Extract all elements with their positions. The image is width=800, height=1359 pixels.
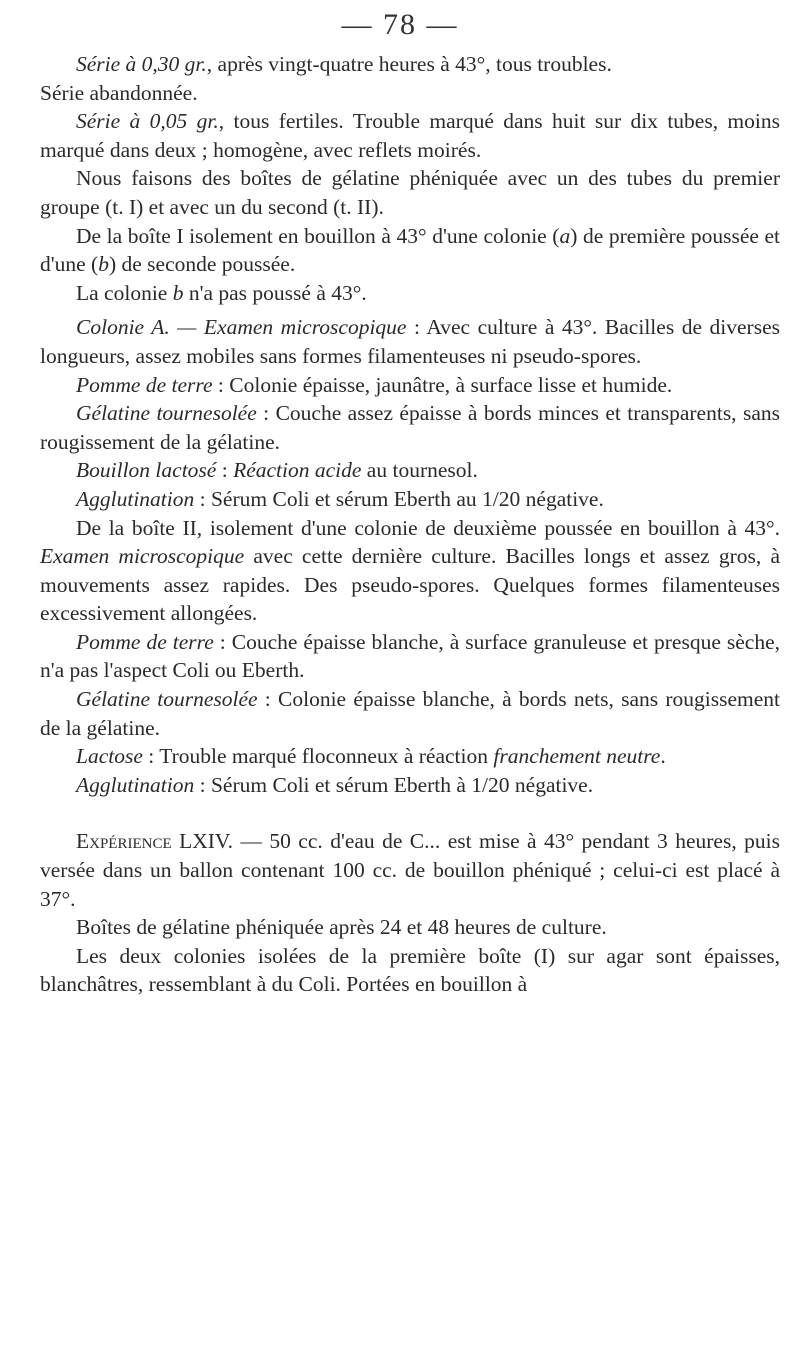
paragraph-deux-colonies: Les deux colonies isolées de la première boîte (I) sur agar sont épaisses, blanchâtres, ressemblant à du Coli. Portées en bouillon à (40, 943, 780, 997)
paragraph-colonie-a: Colonie A. — Examen microscopique : Avec culture à 43°. Bacilles de diverses longueurs, assez mobiles sans formes filamenteuses ni pseudo-spores. (40, 315, 780, 368)
paragraph-boite-ii: De la boîte II, isolement d'une colonie de deuxième poussée en bouillon à 43°. Examen microscopique avec cette dernière culture. Bacilles longs et assez gros, à mouvements assez rapides. Des pseudo-spores. Quelques formes filamenteuses excessivement allongées. (40, 515, 780, 626)
paragraph-boites-gelatine: Nous faisons des boîtes de gélatine phéniquée avec un des tubes du premier groupe (t. I) et avec un du second (t. II). (40, 166, 780, 219)
paragraph-gelatine-2: Gélatine tournesolée : Colonie épaisse blanche, à bords nets, sans rougissement de la gélatine. (40, 687, 780, 740)
page-number: — 78 — (341, 8, 459, 41)
paragraph-agglutination-2: Agglutination : Sérum Coli et sérum Eberth à 1/20 négative. (76, 772, 594, 797)
paragraph-boites-culture: Boîtes de gélatine phéniquée après 24 et 48 heures de culture. (76, 915, 607, 940)
paragraph-agglutination-1: Agglutination : Sérum Coli et sérum Eberth au 1/20 négative. (76, 486, 604, 511)
paragraph-serie-abandonnee: Série abandonnée. (40, 80, 198, 105)
paragraph-gelatine-1: Gélatine tournesolée : Couche assez épaisse à bords minces et transparents, sans rougissement de la gélatine. (40, 401, 780, 454)
body-text (40, 50, 780, 999)
paragraph-colonie-b: La colonie b n'a pas poussé à 43°. (76, 280, 367, 305)
paragraph-experience-lxiv: Expérience LXIV. — 50 cc. d'eau de C... est mise à 43° pendant 3 heures, puis versée dans un ballon contenant 100 cc. de bouillon phéniqué ; celui-ci est placé à 37°. (40, 829, 780, 911)
paragraph-pomme-de-terre-2: Pomme de terre : Couche épaisse blanche, à surface granuleuse et presque sèche, n'a pas l'aspect Coli ou Eberth. (40, 629, 780, 683)
paragraph-lactose: Lactose : Trouble marqué floconneux à réaction franchement neutre. (76, 744, 666, 769)
paragraph-serie-030: Série à 0,30 gr., après vingt-quatre heures à 43°, tous troubles. (76, 52, 612, 76)
paragraph-boite-i: De la boîte I isolement en bouillon à 43° d'une colonie (a) de première poussée et d'une (b) de seconde poussée. (40, 223, 781, 277)
paragraph-serie-005: Série à 0,05 gr., tous fertiles. Trouble marqué dans huit sur dix tubes, moins marqué dans deux ; homogène, avec reflets moirés. (40, 109, 781, 162)
paragraph-pomme-de-terre-1: Pomme de terre : Colonie épaisse, jaunâtre, à surface lisse et humide. (76, 372, 673, 397)
paragraph-bouillon-lactose: Bouillon lactosé : Réaction acide au tournesol. (76, 458, 478, 483)
